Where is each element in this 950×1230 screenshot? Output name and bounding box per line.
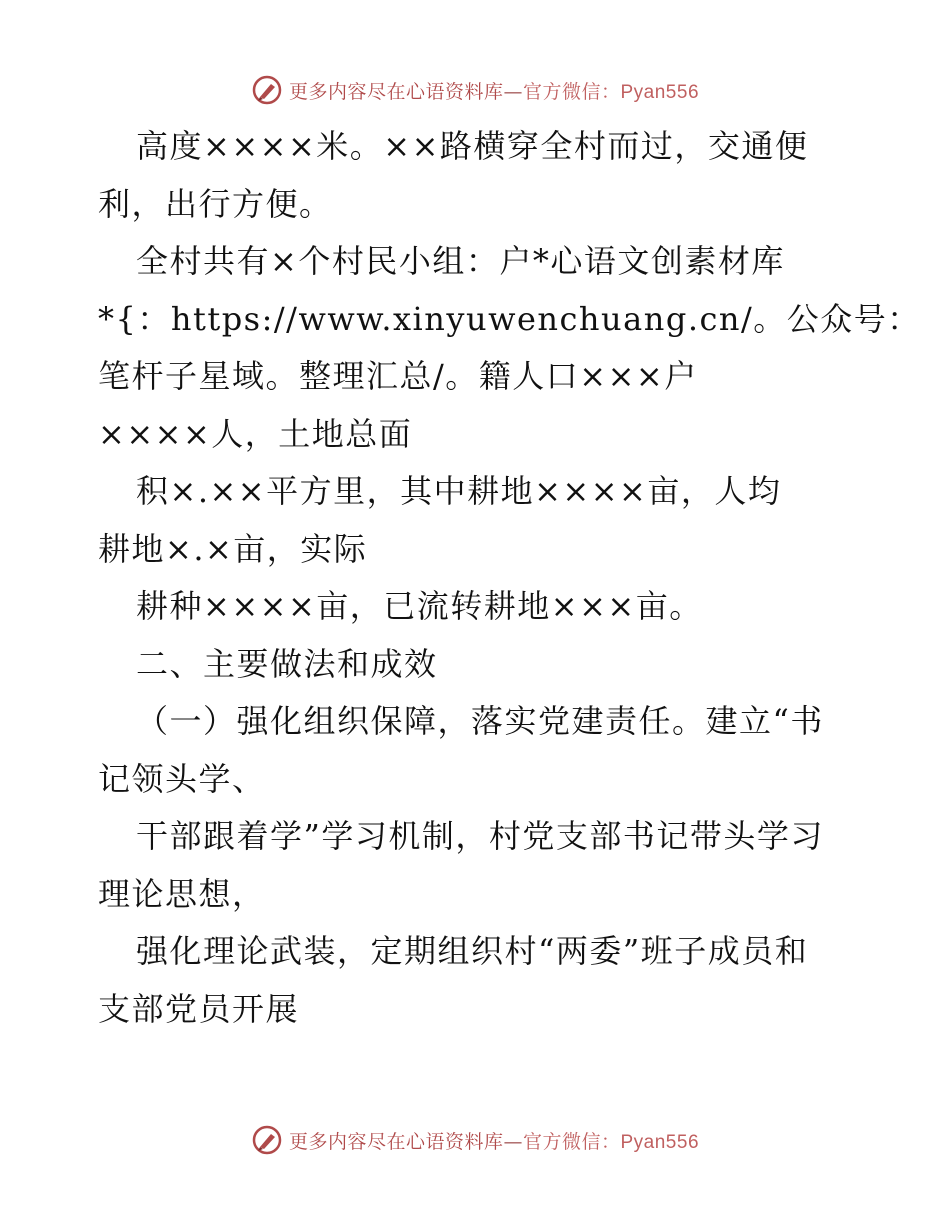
body-line: 记领头学、 xyxy=(98,759,266,798)
footer-account-text: 官方微信：Pyan556 xyxy=(523,1131,700,1153)
footer-separator: — xyxy=(503,1130,523,1153)
header-watermark-text xyxy=(289,77,699,104)
pen-logo-icon xyxy=(251,1124,283,1156)
body-line: 二、主要做法和成效 xyxy=(136,644,438,683)
body-line: 笔杆子星域。整理汇总/。籍人口×××户 xyxy=(98,357,698,395)
footer-watermark xyxy=(0,1120,950,1160)
body-line: 积×.××平方里，其中耕地××××亩，人均 xyxy=(136,472,782,510)
header-watermark xyxy=(0,70,950,110)
body-line: 耕地×.×亩，实际 xyxy=(98,529,368,568)
body-line: 理论思想， xyxy=(98,874,266,913)
body-line: 干部跟着学”学习机制，村党支部书记带头学习 xyxy=(136,817,824,855)
body-line: 利，出行方便。 xyxy=(98,184,333,223)
header-brand-text: 更多内容尽在心语资料库 xyxy=(288,80,504,103)
header-separator: — xyxy=(503,80,523,103)
document-body xyxy=(98,118,921,1038)
body-line: 耕种××××亩，已流转耕地×××亩。 xyxy=(136,587,703,625)
body-line: （一）强化组织保障，落实党建责任。建立“书 xyxy=(136,702,824,740)
footer-brand-text: 更多内容尽在心语资料库 xyxy=(288,1130,504,1153)
body-line: 支部党员开展 xyxy=(98,989,300,1028)
body-line: 全村共有×个村民小组：户*心语文创素材库 xyxy=(136,242,785,280)
body-line: ××××人，土地总面 xyxy=(98,414,413,453)
header-account-text: 官方微信：Pyan556 xyxy=(523,81,700,103)
footer-watermark-text xyxy=(289,1127,699,1154)
body-line: *{：https://www.xinyuwenchuang.cn/。公众号： xyxy=(98,299,921,338)
body-line: 高度××××米。××路横穿全村而过，交通便 xyxy=(136,127,809,165)
pen-logo-icon xyxy=(251,74,283,106)
body-line: 强化理论武装，定期组织村“两委”班子成员和 xyxy=(136,932,809,970)
